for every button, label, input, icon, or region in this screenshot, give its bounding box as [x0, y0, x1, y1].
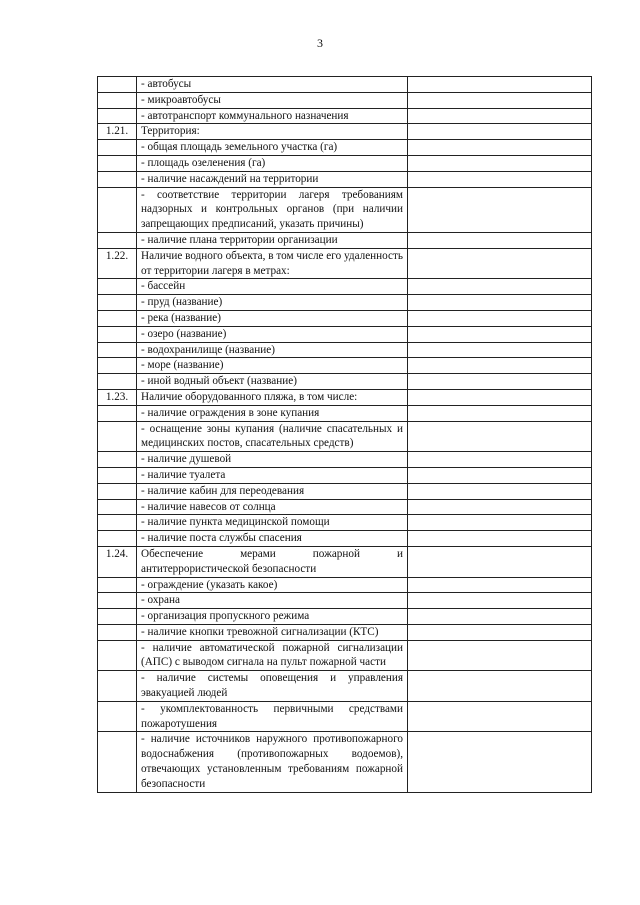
item-number-cell: [98, 358, 137, 374]
item-value-cell: [408, 326, 592, 342]
table-row: [98, 187, 592, 232]
item-number-cell: [98, 624, 137, 640]
item-number-cell: [98, 609, 137, 625]
item-value-cell: [408, 295, 592, 311]
item-value-cell: [408, 593, 592, 609]
item-number-cell: [98, 531, 137, 547]
table-row: [98, 577, 592, 593]
item-description-cell: - ограждение (указать какое): [137, 577, 408, 593]
table-row: [98, 499, 592, 515]
table-row: [98, 326, 592, 342]
item-description-cell: - бассейн: [137, 279, 408, 295]
item-description-cell: - наличие поста службы спасения: [137, 531, 408, 547]
table-row: [98, 515, 592, 531]
table-row: [98, 546, 592, 577]
table-row: [98, 483, 592, 499]
table-row: [98, 155, 592, 171]
table-row: [98, 77, 592, 93]
item-description-cell: - оснащение зоны купания (наличие спасательных и медицинских постов, спасательных средств): [137, 421, 408, 452]
item-number-cell: 1.21.: [98, 124, 137, 140]
item-description-cell: - общая площадь земельного участка (га): [137, 140, 408, 156]
item-description-cell: - наличие насаждений на территории: [137, 171, 408, 187]
item-number-cell: [98, 310, 137, 326]
item-number-cell: [98, 593, 137, 609]
table-row: [98, 732, 592, 792]
item-number-cell: 1.23.: [98, 389, 137, 405]
item-description-cell: - наличие плана территории организации: [137, 232, 408, 248]
item-value-cell: [408, 421, 592, 452]
item-value-cell: [408, 140, 592, 156]
table-row: [98, 624, 592, 640]
item-number-cell: [98, 171, 137, 187]
item-value-cell: [408, 732, 592, 792]
item-description-cell: - наличие системы оповещения и управления эвакуацией людей: [137, 671, 408, 702]
table-row: [98, 405, 592, 421]
item-number-cell: [98, 640, 137, 671]
page-number: 3: [317, 36, 323, 50]
item-number-cell: [98, 295, 137, 311]
item-number-cell: 1.22.: [98, 248, 137, 279]
item-description-cell: - водохранилище (название): [137, 342, 408, 358]
table-row: [98, 358, 592, 374]
item-value-cell: [408, 389, 592, 405]
item-number-cell: [98, 421, 137, 452]
item-number-cell: [98, 77, 137, 93]
table-row: [98, 248, 592, 279]
camp-info-table: [97, 76, 592, 793]
item-number-cell: [98, 187, 137, 232]
item-number-cell: [98, 405, 137, 421]
item-number-cell: [98, 326, 137, 342]
table-row: [98, 467, 592, 483]
item-description-cell: Обеспечение мерами пожарной и антитеррористической безопасности: [137, 546, 408, 577]
table-row: [98, 92, 592, 108]
item-number-cell: [98, 342, 137, 358]
item-number-cell: [98, 515, 137, 531]
table-row: [98, 295, 592, 311]
table-row: [98, 671, 592, 702]
item-value-cell: [408, 92, 592, 108]
item-value-cell: [408, 155, 592, 171]
item-value-cell: [408, 701, 592, 732]
table-row: [98, 374, 592, 390]
item-number-cell: [98, 374, 137, 390]
item-description-cell: - река (название): [137, 310, 408, 326]
item-description-cell: - наличие навесов от солнца: [137, 499, 408, 515]
item-value-cell: [408, 124, 592, 140]
item-value-cell: [408, 279, 592, 295]
item-description-cell: - укомплектованность первичными средствами пожаротушения: [137, 701, 408, 732]
item-description-cell: - наличие ограждения в зоне купания: [137, 405, 408, 421]
table-row: [98, 171, 592, 187]
table-row: [98, 701, 592, 732]
item-description-cell: - охрана: [137, 593, 408, 609]
item-value-cell: [408, 671, 592, 702]
item-description-cell: - микроавтобусы: [137, 92, 408, 108]
item-value-cell: [408, 499, 592, 515]
table-row: [98, 640, 592, 671]
item-number-cell: [98, 701, 137, 732]
item-value-cell: [408, 609, 592, 625]
table-row: [98, 124, 592, 140]
item-number-cell: [98, 499, 137, 515]
table-row: [98, 342, 592, 358]
item-description-cell: - наличие пункта медицинской помощи: [137, 515, 408, 531]
item-number-cell: [98, 279, 137, 295]
item-value-cell: [408, 405, 592, 421]
item-number-cell: [98, 92, 137, 108]
item-number-cell: [98, 732, 137, 792]
item-number-cell: [98, 671, 137, 702]
table-row: [98, 279, 592, 295]
table-row: [98, 421, 592, 452]
item-description-cell: - озеро (название): [137, 326, 408, 342]
item-description-cell: - площадь озеленения (га): [137, 155, 408, 171]
item-value-cell: [408, 310, 592, 326]
item-description-cell: Территория:: [137, 124, 408, 140]
item-description-cell: Наличие оборудованного пляжа, в том числе:: [137, 389, 408, 405]
item-description-cell: - иной водный объект (название): [137, 374, 408, 390]
item-value-cell: [408, 358, 592, 374]
table-row: [98, 108, 592, 124]
item-description-cell: - наличие туалета: [137, 467, 408, 483]
item-value-cell: [408, 546, 592, 577]
item-value-cell: [408, 187, 592, 232]
item-value-cell: [408, 577, 592, 593]
table-row: [98, 452, 592, 468]
item-description-cell: - море (название): [137, 358, 408, 374]
item-number-cell: [98, 108, 137, 124]
item-number-cell: [98, 140, 137, 156]
item-number-cell: [98, 577, 137, 593]
table-row: [98, 531, 592, 547]
item-value-cell: [408, 452, 592, 468]
item-value-cell: [408, 171, 592, 187]
item-description-cell: - автобусы: [137, 77, 408, 93]
item-description-cell: - соответствие территории лагеря требованиям надзорных и контрольных органов (при наличии запрещающих предписаний, указать причины): [137, 187, 408, 232]
table-row: [98, 310, 592, 326]
table-body: [98, 77, 592, 793]
table-row: [98, 609, 592, 625]
item-number-cell: [98, 452, 137, 468]
table-row: [98, 140, 592, 156]
item-description-cell: - наличие кабин для переодевания: [137, 483, 408, 499]
item-number-cell: [98, 467, 137, 483]
item-description-cell: - организация пропускного режима: [137, 609, 408, 625]
item-value-cell: [408, 515, 592, 531]
item-value-cell: [408, 342, 592, 358]
item-value-cell: [408, 467, 592, 483]
item-number-cell: [98, 155, 137, 171]
item-value-cell: [408, 232, 592, 248]
item-value-cell: [408, 640, 592, 671]
item-number-cell: 1.24.: [98, 546, 137, 577]
item-value-cell: [408, 374, 592, 390]
item-description-cell: - наличие источников наружного противопожарного водоснабжения (противопожарных водоемов), отвечающих установленным требованиям пожарной безопасности: [137, 732, 408, 792]
item-description-cell: - наличие душевой: [137, 452, 408, 468]
item-value-cell: [408, 531, 592, 547]
item-description-cell: Наличие водного объекта, в том числе его удаленность от территории лагеря в метрах:: [137, 248, 408, 279]
item-value-cell: [408, 624, 592, 640]
item-description-cell: - автотранспорт коммунального назначения: [137, 108, 408, 124]
table-row: [98, 232, 592, 248]
item-value-cell: [408, 77, 592, 93]
item-number-cell: [98, 483, 137, 499]
item-description-cell: - наличие автоматической пожарной сигнализации (АПС) с выводом сигнала на пульт пожарной части: [137, 640, 408, 671]
table-row: [98, 389, 592, 405]
table-row: [98, 593, 592, 609]
item-description-cell: - наличие кнопки тревожной сигнализации (КТС): [137, 624, 408, 640]
item-description-cell: - пруд (название): [137, 295, 408, 311]
item-number-cell: [98, 232, 137, 248]
item-value-cell: [408, 248, 592, 279]
item-value-cell: [408, 108, 592, 124]
item-value-cell: [408, 483, 592, 499]
